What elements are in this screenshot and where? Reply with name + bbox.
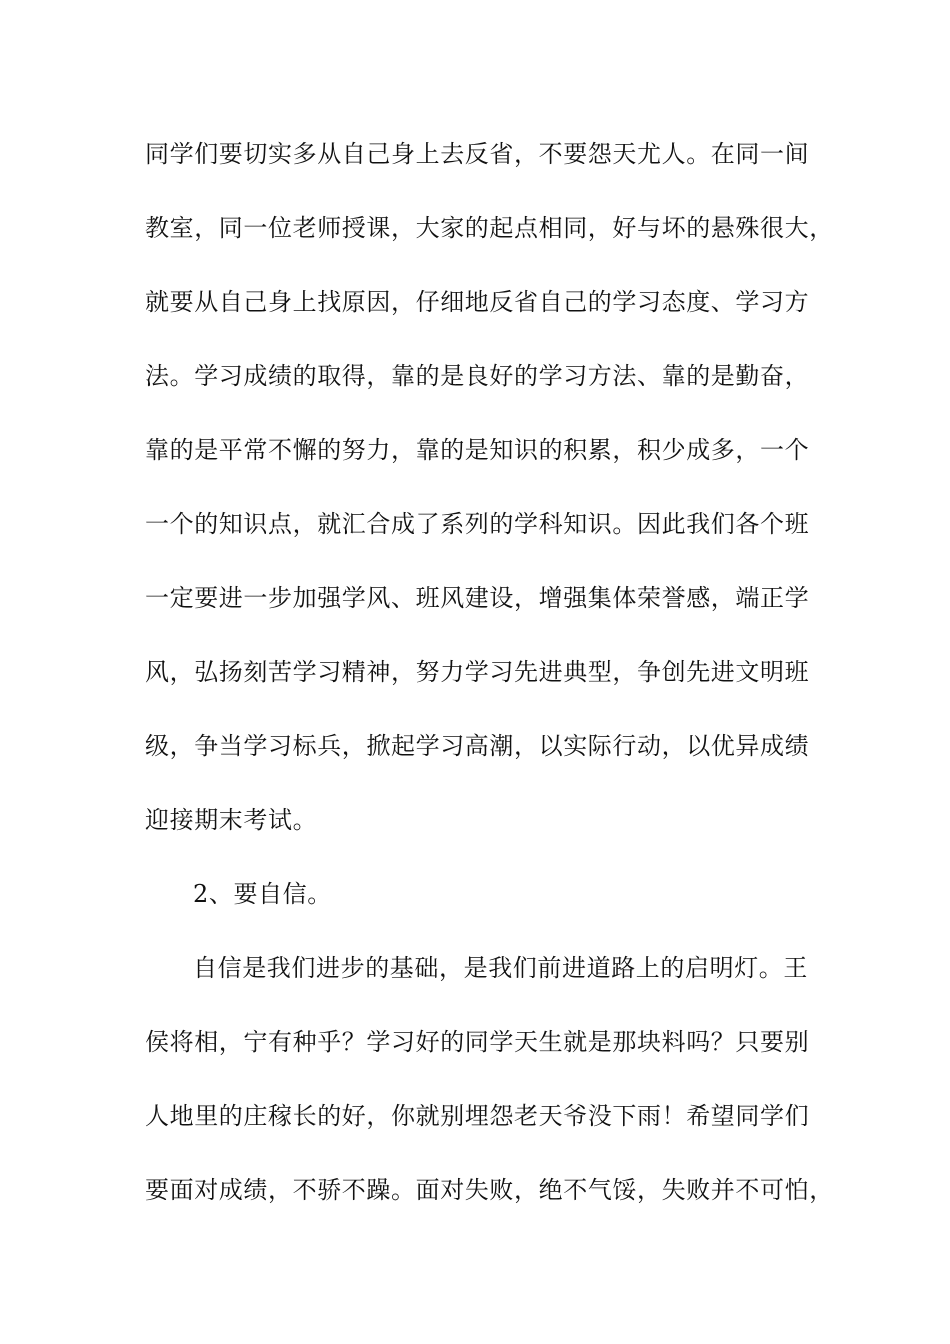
paragraph-line: 就要从自己身上找原因，仔细地反省自己的学习态度、学习方 [145, 288, 810, 316]
paragraph-line: 侯将相，宁有种乎？学习好的同学天生就是那块料吗？只要别 [145, 1028, 810, 1056]
paragraph-line: 教室，同一位老师授课，大家的起点相同，好与坏的悬殊很大， [145, 214, 834, 242]
paragraph-line: 一定要进一步加强学风、班风建设，增强集体荣誉感，端正学 [145, 584, 810, 612]
paragraph-line: 人地里的庄稼长的好，你就别埋怨老天爷没下雨！希望同学们 [145, 1102, 810, 1130]
section-heading: 2、要自信。 [193, 880, 332, 908]
paragraph-line: 同学们要切实多从自己身上去反省，不要怨天尤人。在同一间 [145, 140, 810, 168]
paragraph-line: 自信是我们进步的基础，是我们前进道路上的启明灯。王 [193, 954, 808, 982]
paragraph-line: 风，弘扬刻苦学习精神，努力学习先进典型，争创先进文明班 [145, 658, 810, 686]
paragraph-line: 一个的知识点，就汇合成了系列的学科知识。因此我们各个班 [145, 510, 810, 538]
paragraph-line: 迎接期末考试。 [145, 806, 318, 834]
paragraph-line: 法。学习成绩的取得，靠的是良好的学习方法、靠的是勤奋， [145, 362, 810, 390]
paragraph-line: 级，争当学习标兵，掀起学习高潮，以实际行动，以优异成绩 [145, 732, 810, 760]
paragraph-line: 靠的是平常不懈的努力，靠的是知识的积累，积少成多，一个 [145, 436, 810, 464]
paragraph-line: 要面对成绩，不骄不躁。面对失败，绝不气馁，失败并不可怕， [145, 1176, 834, 1204]
